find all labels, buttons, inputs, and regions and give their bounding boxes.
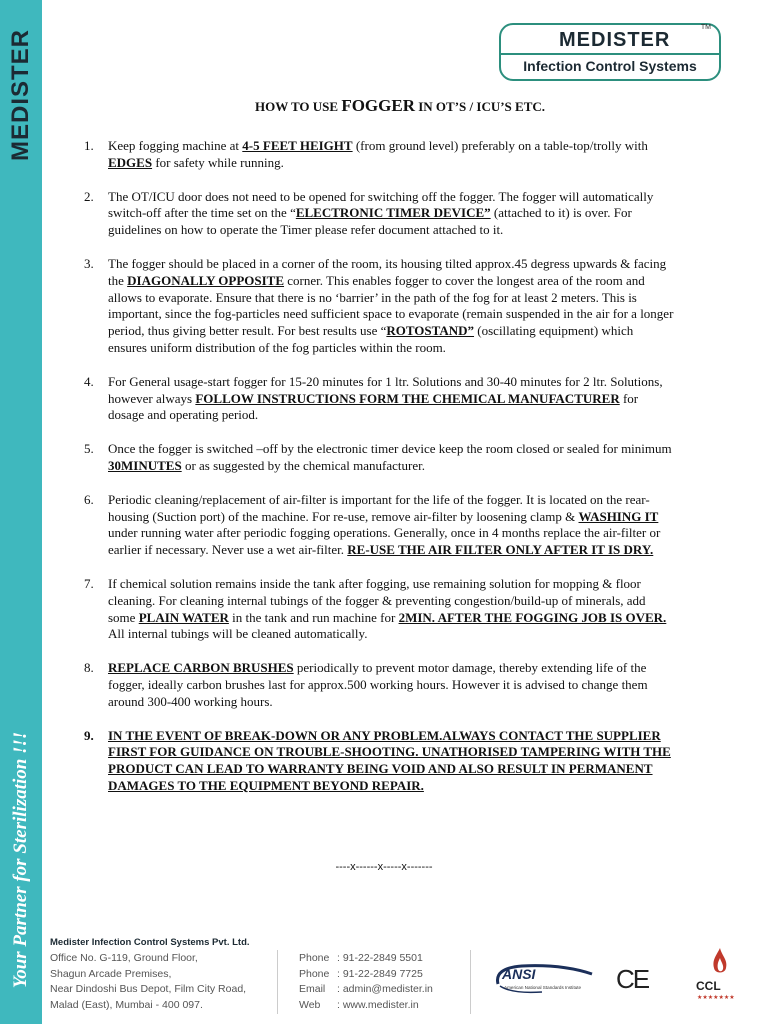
item-number: 8. xyxy=(84,660,94,676)
emphasis: 30MINUTES xyxy=(108,457,182,473)
item-number: 1. xyxy=(84,138,94,153)
emphasis: 4-5 FEET HEIGHT xyxy=(242,138,353,153)
text-span: under running water after periodic fogging operations. Generally, once in 4 months replace the air-filter or earlier if necessary. Never use a wet air-filter. xyxy=(108,525,661,558)
item-number: 6. xyxy=(84,491,94,507)
emphasis: ELECTRONIC TIMER DEVICE” xyxy=(295,205,491,221)
title-suffix: IN OT’S / ICU’S ETC. xyxy=(414,99,546,114)
sidebar-tagline xyxy=(4,700,38,1020)
ccl-stars: ★★★★★★★ xyxy=(697,995,735,1001)
ansi-text: ANSI xyxy=(502,966,536,982)
list-item xyxy=(84,189,674,239)
emphasis: REPLACE CARBON BRUSHES xyxy=(108,660,294,676)
text-span: All internal tubings will be cleaned automatically. xyxy=(108,626,368,642)
sidebar-tagline-text: Your Partner for Sterilization !!! xyxy=(10,731,31,989)
text-span: If chemical solution remains inside the tank after fogging, use remaining solution for mopping & floor cleaning. For cleaning internal tubings of the fogger & preventing congestion/build-up of minerals, add some xyxy=(108,575,646,625)
contact-row xyxy=(299,951,433,967)
item-text xyxy=(108,492,674,559)
flame-icon xyxy=(690,944,750,980)
emphasis: 2MIN. AFTER THE FOGGING JOB IS OVER. xyxy=(398,609,667,625)
ccl-text: CCL xyxy=(696,979,721,993)
ccl-logo xyxy=(690,944,750,1014)
text-span: (from ground level) preferably on a table-top/trolly with xyxy=(352,138,648,153)
emphasis: WASHING IT xyxy=(578,508,659,524)
logo-subtitle: Infection Control Systems xyxy=(501,53,719,77)
text-span: Periodic cleaning/replacement of air-filter is important for the life of the fogger. It is located on the rear-housing (Suction port) of the machine. For re-use, remove air-filter by loosening clamp & xyxy=(108,491,650,524)
contact-row xyxy=(299,998,433,1014)
list-item xyxy=(84,660,674,710)
sidebar-logo xyxy=(6,30,36,160)
text-span: The fogger should be placed in a corner of the room, its housing tilted approx.45 degress upwards & facing the xyxy=(108,255,667,288)
contact-row xyxy=(299,982,433,998)
title-prefix: HOW TO USE xyxy=(254,99,342,114)
item-number: 4. xyxy=(84,373,94,389)
text-span: For General usage-start fogger for 15-20 minutes for 1 ltr. Solutions and 30-40 minutes for 2 ltr. Solutions, however always xyxy=(108,373,663,406)
text-span: corner. This enables fogger to cover the longest area of the room and allows to evaporate. Ensure that there is no ‘barrier’ in the path of the fog for at least 2 meters. This is important, since the fog-particles need sufficient space to evaporate (remain suspended in the air for a longer period, thus giving better result. For best results use “ xyxy=(108,272,674,339)
item-number: 7. xyxy=(84,575,94,591)
list-item xyxy=(84,256,674,357)
sidebar-logo-text: MEDISTER xyxy=(7,28,34,162)
title-keyword: FOGGER xyxy=(341,96,415,115)
item-number: 2. xyxy=(84,188,94,204)
ansi-subtitle: American National Standards Institute xyxy=(504,985,582,990)
emphasis: EDGES xyxy=(108,154,153,170)
text-span: (oscillating equipment) which ensures uniform distribution of the fog particles within the room. xyxy=(108,323,634,355)
item-text xyxy=(108,441,674,475)
list-item xyxy=(84,492,674,559)
address-line: Malad (East), Mumbai - 400 097. xyxy=(50,998,203,1011)
item-number: 5. xyxy=(84,441,94,457)
list-item xyxy=(84,576,674,643)
contact-value: : 91-22-2849 5501 xyxy=(337,952,423,964)
list-item xyxy=(84,374,674,424)
footer-contacts xyxy=(299,951,433,1013)
page-title xyxy=(60,96,740,116)
contact-label: Phone xyxy=(299,967,330,980)
footer-divider xyxy=(277,950,278,1014)
emphasis: FOLLOW INSTRUCTIONS FORM THE CHEMICAL MANUFACTURER xyxy=(195,390,620,406)
logo-name: MEDISTER xyxy=(559,29,671,51)
instruction-list xyxy=(84,138,674,812)
text-span: Keep fogging machine at xyxy=(108,138,243,153)
contact-value[interactable]: : www.medister.in xyxy=(337,998,419,1011)
item-text xyxy=(108,374,674,424)
text-span: or as suggested by the chemical manufacturer. xyxy=(181,457,425,473)
contact-value[interactable]: : admin@medister.in xyxy=(337,983,433,995)
end-separator: ----x------x-----x------- xyxy=(335,861,433,873)
emphasis: PLAIN WATER xyxy=(138,609,229,625)
emphasis: DIAGONALLY OPPOSITE xyxy=(127,272,285,288)
list-item xyxy=(84,441,674,475)
header-logo xyxy=(499,23,721,81)
item-text xyxy=(108,138,674,172)
footer-divider xyxy=(470,950,471,1014)
text-span: (attached to it) is over. For guidelines on how to operate the Timer please refer document attached to it. xyxy=(108,205,632,238)
contact-label: Web xyxy=(299,998,321,1011)
warning-item xyxy=(84,728,674,795)
ansi-logo xyxy=(492,962,598,998)
contact-label: Email xyxy=(299,983,326,995)
text-span: for safety while running. xyxy=(152,154,284,170)
item-number: 9. xyxy=(84,727,94,743)
contact-label: Phone xyxy=(299,952,330,964)
address-line: Office No. G-119, Ground Floor, xyxy=(50,952,198,964)
contact-row xyxy=(299,967,433,983)
item-text xyxy=(108,576,674,643)
emphasis: RE-USE THE AIR FILTER ONLY AFTER IT IS DRY. xyxy=(347,542,654,558)
item-text xyxy=(108,256,674,357)
item-text xyxy=(108,660,674,710)
text-span: periodically to prevent motor damage, thereby extending life of the fogger, ideally carbon brushes last for approx.500 working hours. However it is advised to change them around 300-400 working hours. xyxy=(108,660,648,709)
text-span: in the tank and run machine for xyxy=(228,609,399,625)
warning-text: IN THE EVENT OF BREAK-DOWN OR ANY PROBLEM.ALWAYS CONTACT THE SUPPLIER FIRST FOR GUIDANCE ON TROUBLE-SHOOTING. UNATHORISED TAMPERING WITH THE PRODUCT CAN LEAD TO WARRANTY BEING VOID AND ALSO RESULT IN PERMANENT DAMAGES TO THE EQUIPMENT BEYOND REPAIR. xyxy=(108,727,671,793)
address-line: Shagun Arcade Premises, xyxy=(50,967,172,980)
emphasis: ROTOSTAND” xyxy=(386,323,475,339)
text-span: Once the fogger is switched –off by the electronic timer device keep the room closed or sealed for minimum xyxy=(108,441,672,457)
footer-company-name: Medister Infection Control Systems Pvt. Ltd. xyxy=(50,937,250,948)
contact-value: : 91-22-2849 7725 xyxy=(337,967,423,980)
item-number: 3. xyxy=(84,255,94,271)
text-span: The OT/ICU door does not need to be opened for switching off the fogger. The fogger will automatically switch-off after the time set on the “ xyxy=(108,188,654,221)
item-text xyxy=(108,189,674,239)
ce-mark: CE xyxy=(616,964,649,994)
list-item xyxy=(84,138,674,172)
trademark-mark: TM xyxy=(700,24,711,31)
text-span: for dosage and operating period. xyxy=(108,390,639,423)
address-line: Near Dindoshi Bus Depot, Film City Road, xyxy=(50,983,247,995)
footer-address xyxy=(50,951,246,1013)
